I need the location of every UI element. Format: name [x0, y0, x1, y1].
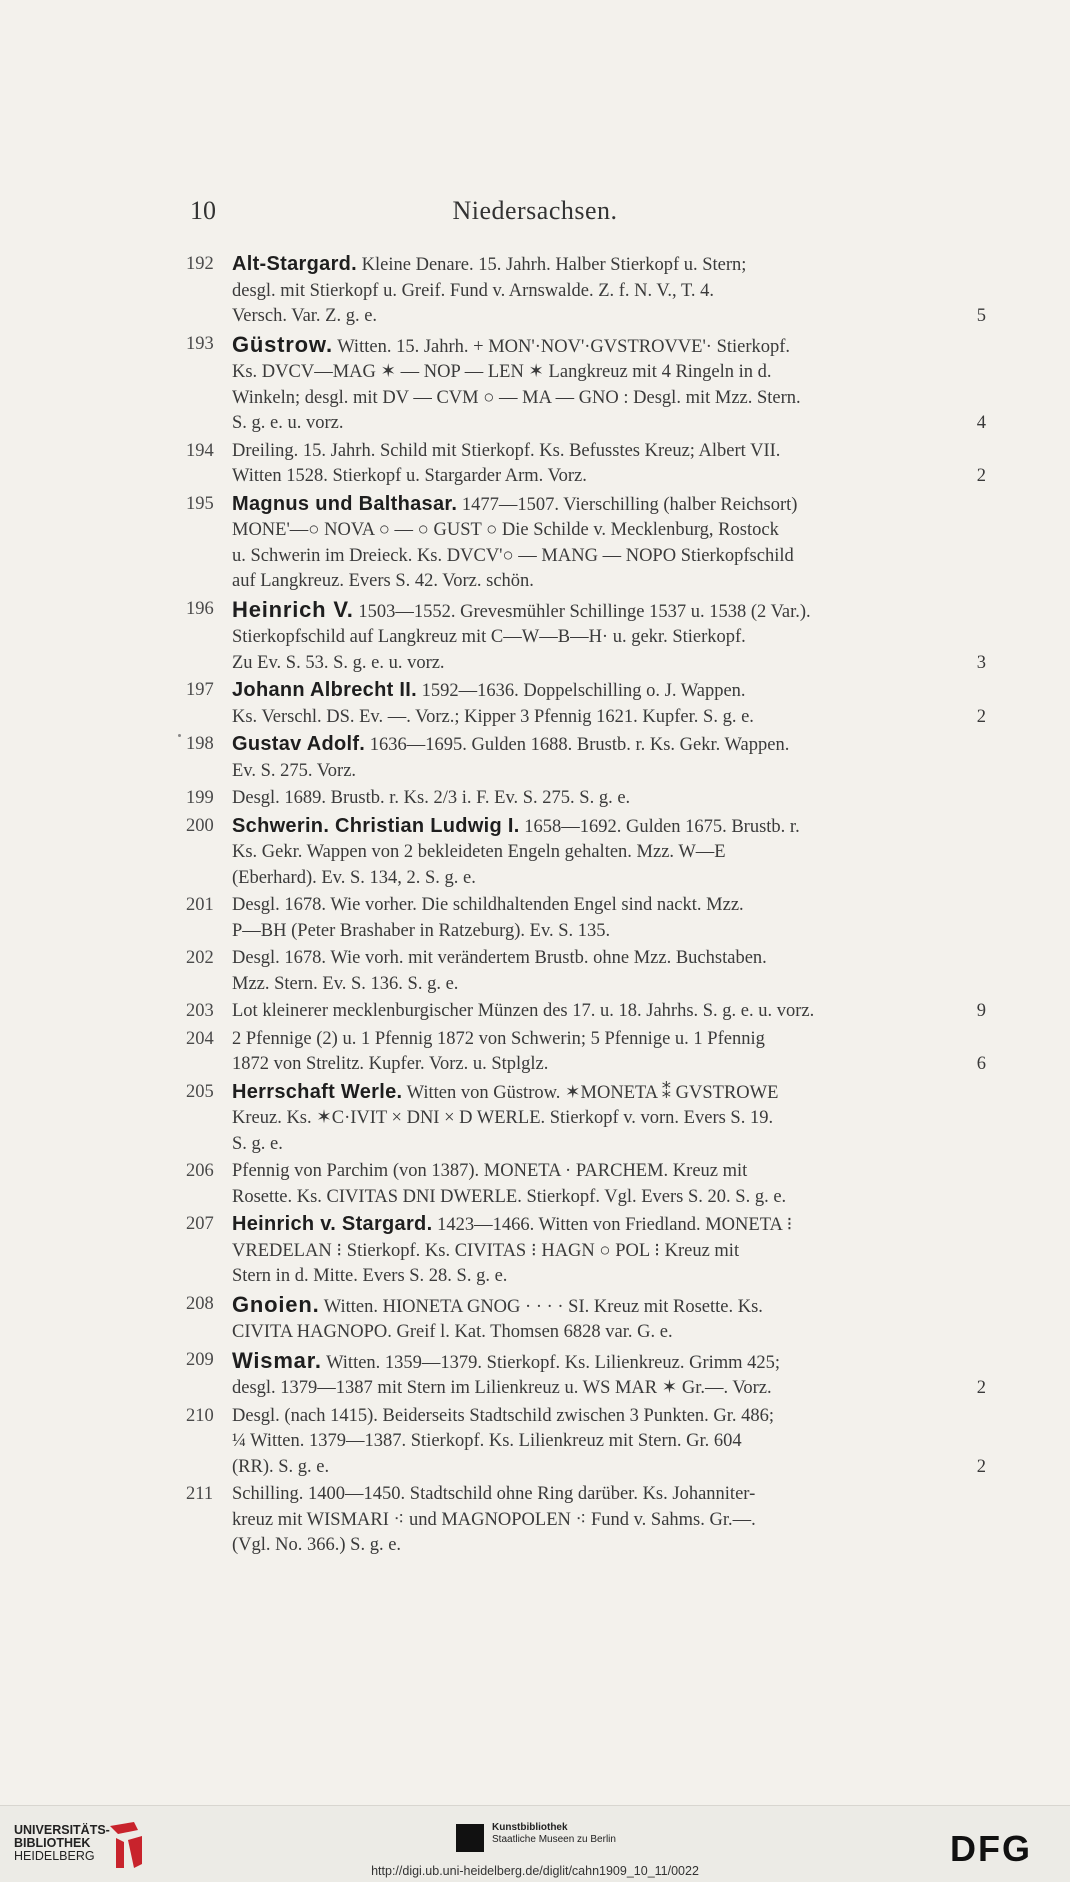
kunstbibliothek-logo[interactable]	[456, 1822, 656, 1862]
entry-line	[232, 1239, 986, 1265]
entry-heading: Herrschaft Werle.	[232, 1080, 403, 1103]
entry-number: 209	[186, 1349, 214, 1370]
entry-line	[232, 1348, 986, 1377]
entry-text: MONE'—○ NOVA ○ — ○ GUST ○ Die Schilde v. Mecklenburg, Rostock	[232, 520, 779, 540]
university-library-logo[interactable]	[14, 1824, 110, 1863]
entry-line	[232, 625, 986, 651]
entry-line	[232, 360, 986, 386]
entry-heading: Schwerin. Christian Ludwig I.	[232, 814, 520, 837]
entry-line	[232, 1264, 986, 1290]
entry-line	[232, 439, 986, 465]
entry-text: Witten 1528. Stierkopf u. Stargarder Arm. Vorz.	[232, 466, 587, 486]
entry-text: Witten. 1359—1379. Stierkopf. Ks. Lilienkreuz. Grimm 425;	[321, 1352, 781, 1373]
entry-line	[232, 1159, 986, 1185]
entry-heading: Heinrich v. Stargard.	[232, 1213, 433, 1235]
entry-line	[232, 1482, 986, 1508]
entry-line	[232, 705, 986, 731]
entry-line	[232, 1106, 986, 1132]
catalog-entry	[186, 732, 986, 784]
catalog-entry	[186, 1080, 986, 1158]
catalog-entry	[186, 893, 986, 944]
catalog-entry	[186, 1292, 986, 1346]
entry-text: 1503—1552. Grevesmühler Schillinge 1537 u. 1538 (2 Var.).	[353, 601, 811, 622]
catalog-entry	[186, 1404, 986, 1481]
catalog-entry	[186, 252, 986, 330]
entry-text: Desgl. 1678. Wie vorher. Die schildhaltenden Engel sind nackt. Mzz.	[232, 895, 744, 915]
entry-number: 194	[186, 440, 214, 461]
catalog-entry	[186, 439, 986, 490]
stray-mark	[178, 734, 181, 737]
entry-heading: Gnoien.	[232, 1291, 320, 1317]
entry-list	[186, 252, 986, 1561]
catalog-entry	[186, 946, 986, 997]
page-header	[0, 196, 1070, 230]
entry-text: Ks. Verschl. DS. Ev. —. Vorz.; Kipper 3 Pfennig 1621. Kupfer. S. g. e.	[232, 706, 754, 727]
entry-text: auf Langkreuz. Evers S. 42. Vorz. schön.	[232, 571, 534, 591]
catalog-entry	[186, 597, 986, 677]
entry-text: P—BH (Peter Brashaber in Ratzeburg). Ev. S. 135.	[232, 920, 611, 941]
entry-text: 1423—1466. Witten von Friedland. MONETA ⁝	[432, 1215, 793, 1235]
catalog-entry	[186, 1027, 986, 1078]
entry-text: 1872 von Strelitz. Kupfer. Vorz. u. Stplglz.	[232, 1054, 549, 1074]
catalog-entry	[186, 786, 986, 812]
entry-line	[232, 919, 986, 945]
entry-line	[232, 569, 986, 595]
entry-text: desgl. 1379—1387 mit Stern im Lilienkreuz u. WS MAR ✶ Gr.—. Vorz.	[232, 1378, 772, 1398]
catalog-entry	[186, 999, 986, 1025]
entry-text: Stierkopfschild auf Langkreuz mit C—W—B—H· u. gekr. Stierkopf.	[232, 627, 746, 647]
entry-heading: Alt-Stargard.	[232, 253, 358, 275]
entry-estimate: 4	[976, 413, 986, 433]
entry-line	[232, 1320, 986, 1346]
entry-estimate: 9	[976, 1001, 986, 1021]
entry-line	[232, 386, 986, 412]
entry-estimate: 2	[976, 466, 986, 486]
entry-number: 198	[186, 734, 214, 754]
entry-text: Stern in d. Mitte. Evers S. 28. S. g. e.	[232, 1266, 508, 1286]
entry-estimate: 2	[976, 706, 986, 727]
catalog-entry	[186, 678, 986, 730]
entry-number: 193	[186, 333, 214, 354]
entry-line	[232, 332, 986, 361]
entry-line	[232, 464, 986, 490]
entry-text: kreuz mit WISMARI ⁖ und MAGNOPOLEN ⁖ Fund v. Sahms. Gr.—.	[232, 1509, 756, 1530]
entry-text: Ev. S. 275. Vorz.	[232, 760, 357, 781]
entry-number: 207	[186, 1214, 214, 1234]
entry-number: 210	[186, 1405, 214, 1426]
entry-line	[232, 1080, 986, 1107]
entry-line	[232, 840, 986, 866]
catalog-entry	[186, 814, 986, 892]
entry-heading: Heinrich V.	[232, 596, 354, 622]
entry-number: 200	[186, 815, 214, 836]
entry-estimate: 6	[976, 1054, 986, 1074]
entry-line	[232, 518, 986, 544]
entry-estimate: 2	[976, 1378, 986, 1398]
entry-text: Desgl. (nach 1415). Beiderseits Stadtschild zwischen 3 Punkten. Gr. 486;	[232, 1405, 775, 1426]
entry-heading: Wismar.	[232, 1347, 322, 1373]
entry-line	[232, 1132, 986, 1158]
entry-text: Winkeln; desgl. mit DV — CVM ○ — MA — GNO : Desgl. mit Mzz. Stern.	[232, 387, 801, 408]
entry-text: 1658—1692. Gulden 1675. Brustb. r.	[519, 816, 800, 837]
entry-line	[232, 651, 986, 677]
entry-text: 1477—1507. Vierschilling (halber Reichsort)	[457, 494, 798, 515]
entry-line	[232, 999, 986, 1025]
entry-line	[232, 411, 986, 437]
entry-number: 195	[186, 493, 214, 514]
entry-heading: Gustav Adolf.	[232, 733, 366, 755]
entry-text: CIVITA HAGNOPO. Greif l. Kat. Thomsen 6828 var. G. e.	[232, 1322, 673, 1342]
entry-line	[232, 1455, 986, 1481]
entry-text: S. g. e. u. vorz.	[232, 413, 344, 433]
entry-text: 1592—1636. Doppelschilling o. J. Wappen.	[416, 681, 746, 701]
entry-line	[232, 866, 986, 892]
entry-estimate: 2	[976, 1456, 986, 1477]
entry-text: (Vgl. No. 366.) S. g. e.	[232, 1535, 402, 1555]
catalog-entry	[186, 1348, 986, 1402]
entry-line	[232, 1533, 986, 1559]
entry-text: Ks. Gekr. Wappen von 2 bekleideten Engeln gehalten. Mzz. W—E	[232, 842, 726, 862]
entry-number: 205	[186, 1081, 214, 1102]
entry-line	[232, 893, 986, 919]
entry-line	[232, 1404, 986, 1430]
entry-heading: Johann Albrecht II.	[232, 679, 417, 701]
dfg-logo[interactable]: DFG	[950, 1828, 1032, 1869]
entry-line	[232, 279, 986, 305]
ub-logo-line2: BIBLIOTHEK	[14, 1836, 91, 1850]
kb-square-icon	[456, 1824, 484, 1852]
entry-line	[232, 597, 986, 626]
kb-title: Kunstbibliothek	[492, 1822, 568, 1833]
entry-number: 197	[186, 680, 214, 700]
entry-text: u. Schwerin im Dreieck. Ks. DVCV'○ — MANG — NOPO Stierkopfschild	[232, 545, 794, 566]
entry-line	[232, 252, 986, 279]
entry-line	[232, 678, 986, 705]
entry-line	[232, 759, 986, 785]
entry-line	[232, 814, 986, 841]
entry-heading: Güstrow.	[232, 331, 333, 357]
catalog-entry	[186, 1159, 986, 1210]
entry-number: 196	[186, 598, 214, 619]
entry-line	[232, 732, 986, 759]
entry-estimate: 5	[976, 306, 986, 326]
entry-number: 203	[186, 1001, 214, 1021]
entry-number: 204	[186, 1028, 214, 1049]
entry-text: 1636—1695. Gulden 1688. Brustb. r. Ks. Gekr. Wappen.	[365, 735, 790, 755]
footer	[0, 1805, 1070, 1882]
entry-text: ¼ Witten. 1379—1387. Stierkopf. Ks. Lilienkreuz mit Stern. Gr. 604	[232, 1431, 742, 1451]
entry-line	[232, 1508, 986, 1534]
entry-line	[232, 1027, 986, 1053]
entry-number: 208	[186, 1293, 214, 1314]
entry-text: Kreuz. Ks. ✶C·IVIT × DNI × D WERLE. Stierkopf v. vorn. Evers S. 19.	[232, 1108, 774, 1128]
entry-line	[232, 1429, 986, 1455]
entry-line	[232, 1212, 986, 1239]
entry-line	[232, 1292, 986, 1321]
entry-text: Lot kleinerer mecklenburgischer Münzen des 17. u. 18. Jahrhs. S. g. e. u. vorz.	[232, 1001, 815, 1021]
kb-subtitle: Staatliche Museen zu Berlin	[492, 1834, 616, 1845]
entry-line	[232, 1185, 986, 1211]
entry-text: Schilling. 1400—1450. Stadtschild ohne Ring darüber. Ks. Johanniter-	[232, 1484, 756, 1504]
catalog-entry	[186, 1212, 986, 1290]
entry-estimate: 3	[976, 652, 986, 673]
ub-logo-line1: UNIVERSITÄTS-	[14, 1823, 110, 1837]
catalog-entry	[186, 492, 986, 595]
entry-number: 202	[186, 948, 214, 968]
entry-text: Ks. DVCV—MAG ✶ — NOP — LEN ✶ Langkreuz mit 4 Ringeln in d.	[232, 362, 772, 382]
entry-line	[232, 972, 986, 998]
catalog-entry	[186, 332, 986, 437]
ub-logo-line3: HEIDELBERG	[14, 1849, 95, 1863]
entry-text: 2 Pfennige (2) u. 1 Pfennig 1872 von Schwerin; 5 Pfennige u. 1 Pfennig	[232, 1028, 765, 1049]
page-title: Niedersachsen.	[452, 196, 618, 225]
entry-number: 206	[186, 1161, 214, 1181]
entry-line	[232, 304, 986, 330]
entry-text: desgl. mit Stierkopf u. Greif. Fund v. Arnswalde. Z. f. N. V., T. 4.	[232, 280, 714, 301]
entry-text: Pfennig von Parchim (von 1387). MONETA · PARCHEM. Kreuz mit	[232, 1161, 748, 1181]
entry-text: (Eberhard). Ev. S. 134, 2. S. g. e.	[232, 867, 476, 888]
entry-text: Witten. HIONETA GNOG · · · · SI. Kreuz mit Rosette. Ks.	[319, 1296, 763, 1317]
entry-text: Desgl. 1689. Brustb. r. Ks. 2/3 i. F. Ev. S. 275. S. g. e.	[232, 788, 631, 808]
entry-line	[232, 492, 986, 519]
entry-line	[232, 786, 986, 812]
entry-number: 211	[186, 1484, 214, 1504]
entry-text: Witten von Güstrow. ✶MONETA ⁑ GVSTROWE	[402, 1082, 779, 1103]
entry-heading: Magnus und Balthasar.	[232, 492, 458, 515]
entry-number: 192	[186, 254, 214, 274]
entry-line	[232, 544, 986, 570]
entry-number: 199	[186, 788, 214, 808]
entry-line	[232, 1052, 986, 1078]
entry-text: Kleine Denare. 15. Jahrh. Halber Stierkopf u. Stern;	[357, 255, 747, 275]
entry-text: S. g. e.	[232, 1133, 283, 1154]
source-url[interactable]: http://digi.ub.uni-heidelberg.de/diglit/cahn1909_10_11/0022	[371, 1864, 699, 1878]
entry-number: 201	[186, 895, 214, 915]
catalog-entry	[186, 1482, 986, 1559]
entry-text: Rosette. Ks. CIVITAS DNI DWERLE. Stierkopf. Vgl. Evers S. 20. S. g. e.	[232, 1186, 787, 1207]
entry-line	[232, 946, 986, 972]
entry-text: Witten. 15. Jahrh. + MON'·NOV'·GVSTROVVE'· Stierkopf.	[332, 336, 791, 357]
entry-text: Dreiling. 15. Jahrh. Schild mit Stierkopf. Ks. Befusstes Kreuz; Albert VII.	[232, 440, 781, 461]
entry-line	[232, 1376, 986, 1402]
entry-text: Mzz. Stern. Ev. S. 136. S. g. e.	[232, 973, 459, 994]
entry-text: VREDELAN ⁝ Stierkopf. Ks. CIVITAS ⁝ HAGN ○ POL ⁝ Kreuz mit	[232, 1240, 740, 1261]
entry-text: Versch. Var. Z. g. e.	[232, 306, 378, 326]
page-number: 10	[190, 196, 216, 225]
entry-text: Zu Ev. S. 53. S. g. e. u. vorz.	[232, 652, 445, 673]
entry-text: (RR). S. g. e.	[232, 1456, 330, 1477]
entry-text: Desgl. 1678. Wie vorh. mit verändertem Brustb. ohne Mzz. Buchstaben.	[232, 948, 767, 968]
